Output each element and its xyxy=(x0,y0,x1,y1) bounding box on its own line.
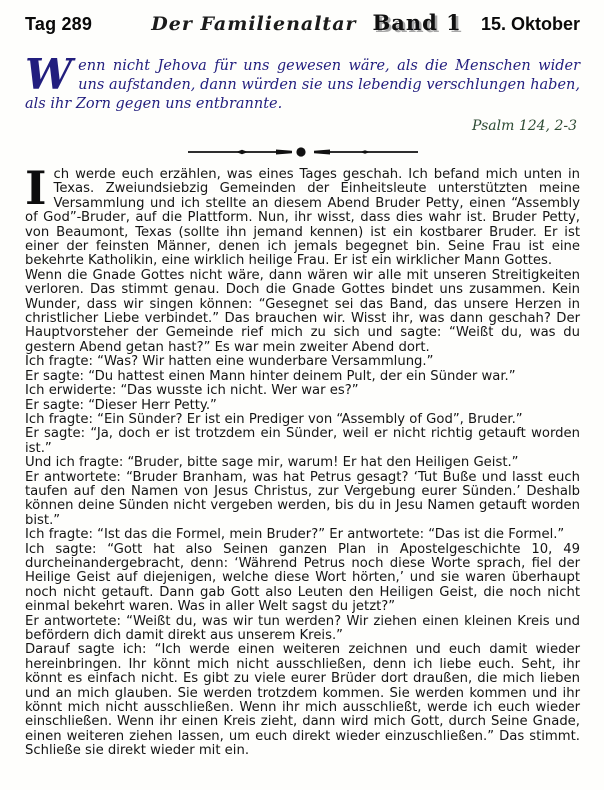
body-paragraph: Wenn die Gnade Gottes nicht wäre, dann wären wir alle mit unseren Streitigkeiten verloren. Das stimmt genau. Doch die Gnade Gottes bindet uns zusammen. Kein Wunder, dass wir singen können: “Gesegnet sei das Band, das unsere Herzen in christlicher Liebe verbindet.” Das brauchen wir. Wisst ihr, was dann geschah? Der Hauptvorsteher der Gemeinde rief mich zu sich und sagte: “Weißt du, was du gestern Abend getan hast?” Es war mein zweiter Abend dort. xyxy=(25,267,580,355)
scripture-text: enn nicht Jehova für uns gewesen wäre, als die Menschen wider uns aufstanden, dann würden sie uns lebendig verschlungen haben, als ihr Zorn gegen uns entbrannte. xyxy=(25,58,580,112)
body-paragraph: Er sagte: “Ja, doch er ist trotzdem ein Sünder, weil er nicht richtig getauft worden ist.” xyxy=(25,426,580,456)
body-paragraph: Ich fragte: “Was? Wir hatten eine wunderbare Versammlung.” xyxy=(25,354,434,370)
body-paragraph: Ich fragte: “Ist das die Formel, mein Bruder?” Er antwortete: “Das ist die Formel.” xyxy=(25,527,565,543)
body-paragraph: Er sagte: “Du hattest einen Mann hinter deinem Pult, der ein Sünder war.” xyxy=(25,368,516,384)
header-middle xyxy=(151,10,461,35)
volume-label: Band 1 xyxy=(372,10,462,35)
scripture-quote xyxy=(25,50,580,114)
date-label: 15. Oktober xyxy=(480,14,580,34)
scripture-drop-cap: W xyxy=(25,50,73,99)
body-paragraph xyxy=(25,161,580,269)
body-text xyxy=(25,161,580,759)
body-paragraph: Ich fragte: “Ein Sünder? Er ist ein Prediger von “Assembly of God”, Bruder.” xyxy=(25,411,523,427)
day-number: Tag 289 xyxy=(25,14,93,34)
book-title: Der Familienaltar xyxy=(151,13,357,35)
section-divider xyxy=(25,144,580,160)
body-paragraph: Darauf sagte ich: “Ich werde einen weiteren zeichnen und euch damit wieder hereinbringen. Ihr könnt mich nicht ausschließen, denn ich liebe euch. Seht, ihr könnt es einfach nicht. Es gibt zu viele eurer Brüder dort draußen, die mich lieben und an mich glauben. Sie werden trotzdem kommen. Sie werden kommen und ihr könnt mich nicht ausschließen. Wenn ihr mich ausschließt, werde ich euch wieder einschließen. Wenn ihr einen Kreis zieht, dann wird mich Gott, durch Seine Gnade, einen weiteren ziehen lassen, um euch direkt wieder einzuschließen.” Das stimmt. Schließe sie direkt wieder mit ein. xyxy=(25,642,580,759)
page-header xyxy=(25,10,580,40)
paragraph-text: ch werde euch erzählen, was eines Tages geschah. Ich befand mich unten in Texas. Zweiundsiebzig Gemeinden der Einheitsleute unterstützten meine Versammlung und ich stellte an diesem Abend Bruder Petty, einen “Assembly of God”-Bruder, auf die Plattform. Nun, ihr wisst, dass dies wahr ist. Bruder Petty, von Beaumont, Texas (sollte ihn jemand kennen) ist ein kostbarer Bruder. Er ist einer der feinsten Männer, denen ich jemals begegnet bin. Seine Frau ist eine bekehrte Katholikin, eine wirklich heilige Frau. Er ist ein wirklicher Mann Gottes. xyxy=(25,167,580,269)
body-paragraph: Ich sagte: “Gott hat also Seinen ganzen Plan in Apostelgeschichte 10, 49 durcheinandergebracht, denn: ‘Während Petrus noch diese Worte sprach, fiel der Heilige Geist auf diejenigen, welche diese Wort hörten,’ und sie waren überhaupt noch nicht getauft. Dann gab Gott also Leuten den Heiligen Geist, die noch nicht einmal bekehrt waren. Was in aller Welt sagst du jetzt?” xyxy=(25,541,580,615)
divider-ornament-icon xyxy=(188,144,418,160)
body-paragraph: Er sagte: “Dieser Herr Petty.” xyxy=(25,397,217,413)
body-paragraph: Er antwortete: “Bruder Branham, was hat Petrus gesagt? ‘Tut Buße und lasst euch taufen auf den Namen von Jesus Christus, zur Vergebung eurer Sünden.’ Deshalb können deine Sünden nicht vergeben werden, bis du in Jesu Namen getauft worden bist.” xyxy=(25,469,580,528)
body-drop-cap: I xyxy=(25,161,47,215)
body-paragraph: Und ich fragte: “Bruder, bitte sage mir, warum! Er hat den Heiligen Geist.” xyxy=(25,455,519,471)
scripture-reference: Psalm 124, 2-3 xyxy=(472,118,577,134)
body-paragraph: Er antwortete: “Weißt du, was wir tun werden? Wir ziehen einen kleinen Kreis und befördern dich damit direkt aus unserem Kreis.” xyxy=(25,613,580,643)
body-paragraph: Ich erwiderte: “Das wusste ich nicht. Wer war es?” xyxy=(25,383,359,399)
